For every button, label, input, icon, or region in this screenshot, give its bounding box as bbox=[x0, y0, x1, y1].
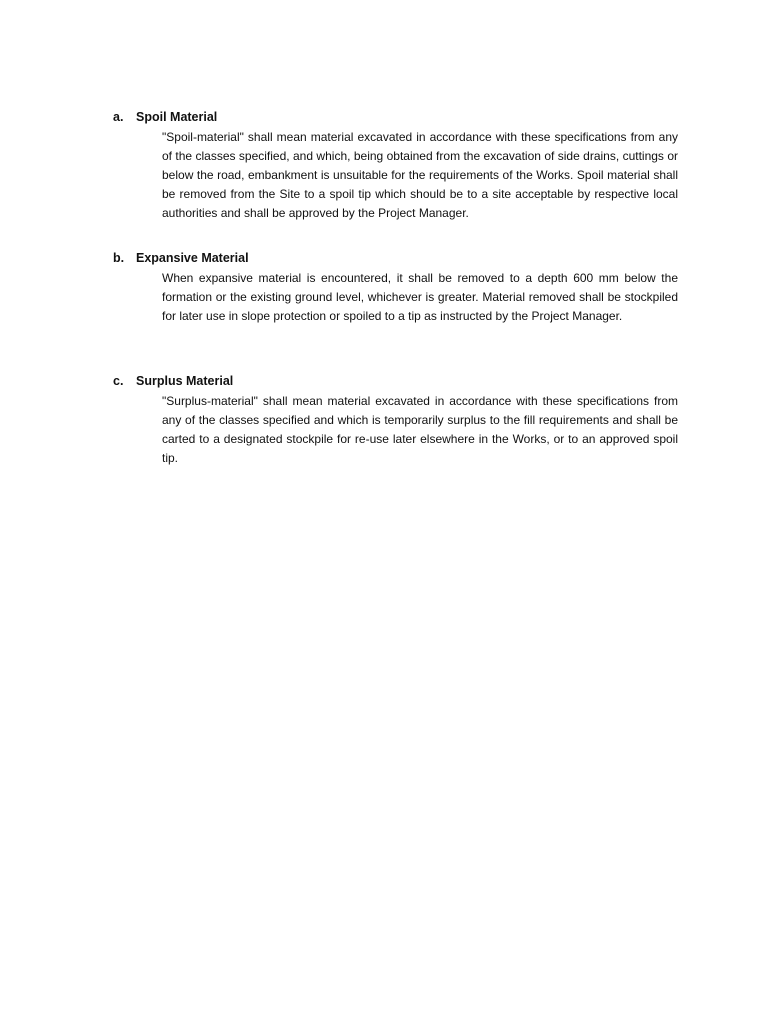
section-expansive-material bbox=[113, 249, 678, 326]
section-paragraph: "Spoil-material" shall mean material excavated in accordance with these specifications from any of the classes specified, and which, being obtained from the excavation of side drains, cuttings or below the road, embankment is unsuitable for the requirements of the Works. Spoil material shall be removed from the Site to a spoil tip which should be to a site acceptable by respective local authorities and shall be approved by the Project Manager. bbox=[162, 130, 678, 220]
section-heading bbox=[113, 372, 678, 390]
section-spoil-material bbox=[113, 108, 678, 223]
section-heading bbox=[113, 108, 678, 126]
section-letter: c. bbox=[113, 374, 124, 388]
section-paragraph: "Surplus-material" shall mean material excavated in accordance with these specifications from any of the classes specified and which is temporarily surplus to the fill requirements and shall be carted to a designated stockpile for re-use later elsewhere in the Works, or to an approved spoil tip. bbox=[162, 394, 678, 465]
section-letter: a. bbox=[113, 110, 124, 124]
section-title: Spoil Material bbox=[136, 110, 218, 124]
section-title: Surplus Material bbox=[136, 374, 234, 388]
section-heading bbox=[113, 249, 678, 267]
section-paragraph: When expansive material is encountered, it shall be removed to a depth 600 mm below the formation or the existing ground level, whichever is greater. Material removed shall be stockpiled for later use in slope protection or spoiled to a tip as instructed by the Project Manager. bbox=[162, 271, 678, 323]
section-surplus-material bbox=[113, 372, 678, 468]
section-letter: b. bbox=[113, 251, 125, 265]
section-title: Expansive Material bbox=[136, 251, 249, 265]
